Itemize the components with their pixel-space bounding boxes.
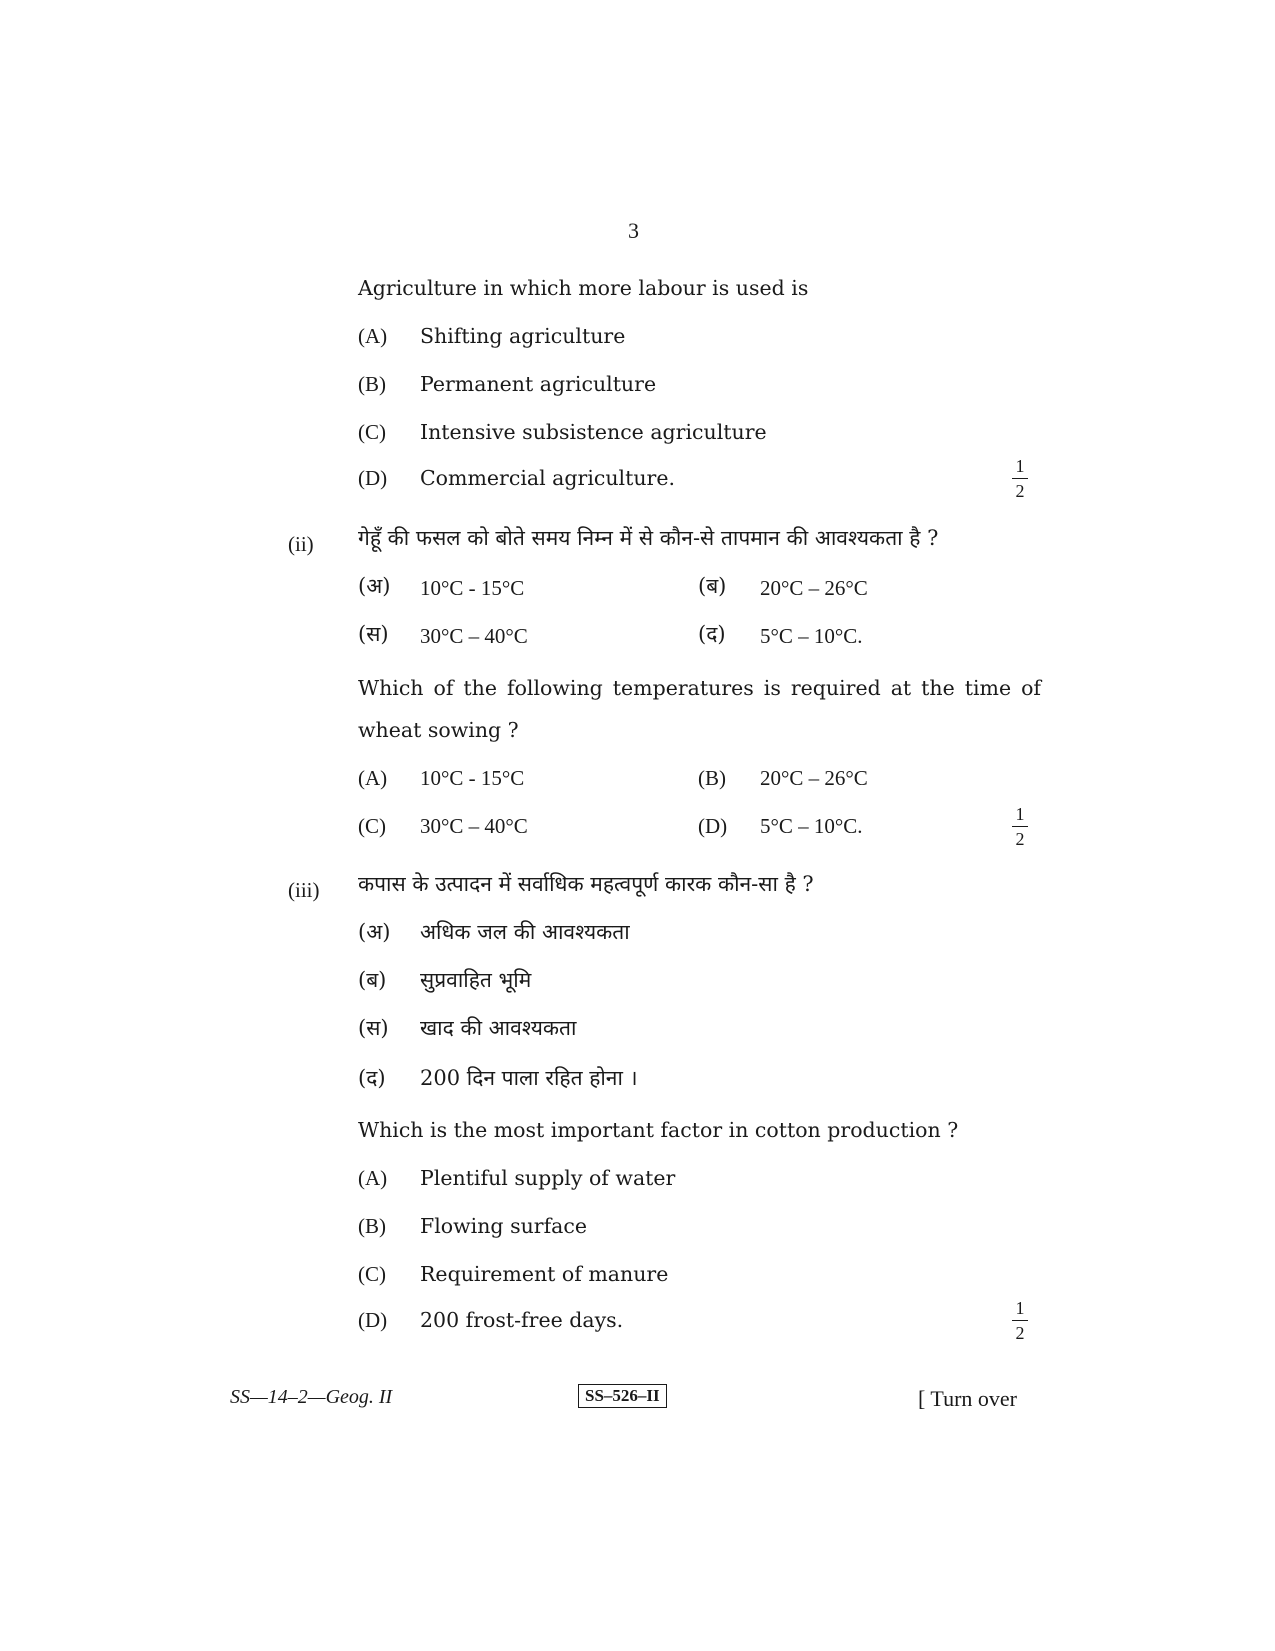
q1-option-label: (A) [358, 324, 388, 348]
q2-option-label-hindi: (ब) [698, 574, 727, 598]
q2-option-label: (D) [698, 814, 728, 838]
q3-option-label-hindi: (अ) [358, 920, 391, 944]
q3-option-text-hindi: अधिक जल की आवश्यकता [420, 920, 630, 944]
q1-option-text: Shifting agriculture [420, 324, 626, 348]
page-number: 3 [628, 218, 639, 243]
q2-option-text: 10°C - 15°C [420, 576, 525, 600]
q3-number: (iii) [288, 878, 320, 902]
q3-option-label-hindi: (ब) [358, 968, 387, 992]
q1-option-text: Permanent agriculture [420, 372, 657, 396]
q3-option-label-hindi: (स) [358, 1016, 389, 1040]
q2-number: (ii) [288, 532, 314, 556]
q1-option-text: Commercial agriculture. [420, 466, 675, 490]
marks-numerator: 1 [1015, 804, 1025, 824]
marks-numerator: 1 [1015, 1298, 1025, 1318]
q2-question-hindi: गेहूँ की फसल को बोते समय निम्न में से कौन-से तापमान की आवश्यकता है ? [358, 526, 939, 550]
q3-option-text: Plentiful supply of water [420, 1166, 676, 1190]
q2-option-label: (B) [698, 766, 726, 790]
q1-option-label: (B) [358, 372, 386, 396]
q2-option-label: (A) [358, 766, 388, 790]
q3-option-label: (B) [358, 1214, 386, 1238]
q3-question-english: Which is the most important factor in cotton production ? [358, 1118, 959, 1142]
q2-option-label-hindi: (द) [698, 622, 726, 646]
q2-option-text: 30°C – 40°C [420, 814, 528, 838]
q1-question: Agriculture in which more labour is used is [358, 276, 809, 300]
q3-option-label-hindi: (द) [358, 1066, 386, 1090]
q3-option-label: (C) [358, 1262, 386, 1286]
q2-option-text: 10°C - 15°C [420, 766, 525, 790]
footer-series-code: SS—14–2—Geog. II [230, 1386, 393, 1408]
q3-option-text: 200 frost-free days. [420, 1308, 624, 1332]
q1-option-label: (C) [358, 420, 386, 444]
q2-option-text: 5°C – 10°C. [760, 814, 863, 838]
marks-numerator: 1 [1015, 456, 1025, 476]
marks-denominator: 2 [1015, 1323, 1025, 1343]
q2-option-text: 5°C – 10°C. [760, 624, 863, 648]
q3-option-text: Flowing surface [420, 1214, 588, 1238]
q2-question-english-line2: wheat sowing ? [358, 718, 519, 742]
q3-question-hindi: कपास के उत्पादन में सर्वाधिक महत्वपूर्ण कारक कौन-सा है ? [358, 872, 814, 896]
marks-half [1010, 456, 1030, 501]
q3-option-label: (A) [358, 1166, 388, 1190]
footer-turn-over: [ Turn over [918, 1386, 1018, 1411]
q3-option-text-hindi: 200 दिन पाला रहित होना । [420, 1066, 638, 1090]
q2-option-text: 30°C – 40°C [420, 624, 528, 648]
q3-option-label: (D) [358, 1308, 388, 1332]
q2-option-label: (C) [358, 814, 386, 838]
q1-option-label: (D) [358, 466, 388, 490]
q3-option-text-hindi: खाद की आवश्यकता [420, 1016, 577, 1040]
q2-option-label-hindi: (अ) [358, 574, 391, 598]
q2-option-text: 20°C – 26°C [760, 576, 868, 600]
footer-paper-code: SS–526–II [578, 1384, 667, 1408]
marks-denominator: 2 [1015, 481, 1025, 501]
q3-option-text-hindi: सुप्रवाहित भूमि [420, 968, 532, 992]
q1-option-text: Intensive subsistence agriculture [420, 420, 767, 444]
marks-half [1010, 804, 1030, 849]
q2-question-english-line1: Which of the following temperatures is required at the time of [358, 676, 1041, 700]
q2-option-label-hindi: (स) [358, 622, 389, 646]
marks-denominator: 2 [1015, 829, 1025, 849]
q3-option-text: Requirement of manure [420, 1262, 669, 1286]
marks-half [1010, 1298, 1030, 1343]
q2-option-text: 20°C – 26°C [760, 766, 868, 790]
